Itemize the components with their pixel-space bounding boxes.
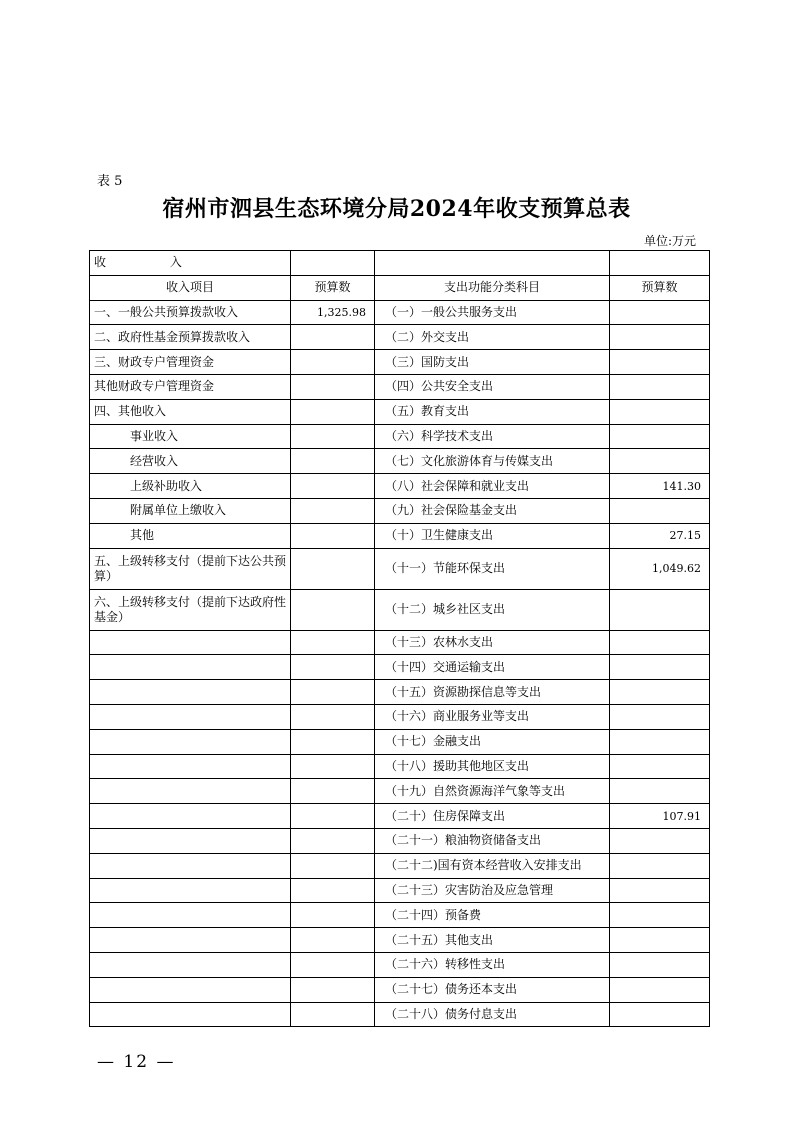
income-item-cell: 五、上级转移支付（提前下达公共预算） <box>90 548 291 589</box>
table-row <box>90 548 710 589</box>
income-item-cell <box>90 655 291 680</box>
table-row <box>90 424 710 449</box>
expense-budget-cell <box>610 424 710 449</box>
table-row <box>90 853 710 878</box>
expense-budget-cell <box>610 655 710 680</box>
table-row <box>90 903 710 928</box>
expense-budget-cell <box>610 589 710 630</box>
income-item-cell <box>90 779 291 804</box>
income-item-cell <box>90 754 291 779</box>
expense-budget-cell <box>610 498 710 523</box>
expense-item-cell: （九）社会保险基金支出 <box>375 498 610 523</box>
income-budget-cell <box>291 878 375 903</box>
expense-budget-cell <box>610 853 710 878</box>
expense-budget-cell <box>610 300 710 325</box>
table-row <box>90 449 710 474</box>
expense-item-cell: （十五）资源勘探信息等支出 <box>375 680 610 705</box>
income-budget-cell <box>291 903 375 928</box>
income-item-cell <box>90 952 291 977</box>
expense-item-cell: （十七）金融支出 <box>375 729 610 754</box>
expense-item-cell: （五）教育支出 <box>375 399 610 424</box>
group-header-blank <box>375 251 610 276</box>
income-budget-cell <box>291 704 375 729</box>
expense-budget-cell <box>610 680 710 705</box>
expense-budget-cell <box>610 374 710 399</box>
table-row <box>90 878 710 903</box>
income-budget-cell <box>291 350 375 375</box>
income-budget-cell <box>291 754 375 779</box>
table-row <box>90 1002 710 1027</box>
col-income-budget: 预算数 <box>291 275 375 300</box>
group-header-blank <box>291 251 375 276</box>
table-row <box>90 523 710 548</box>
expense-budget-cell <box>610 449 710 474</box>
expense-item-cell: （二十一）粮油物资储备支出 <box>375 828 610 853</box>
income-item-cell <box>90 630 291 655</box>
expense-budget-cell <box>610 630 710 655</box>
col-expense-budget: 预算数 <box>610 275 710 300</box>
expense-budget-cell: 1,049.62 <box>610 548 710 589</box>
income-budget-cell <box>291 928 375 953</box>
page-number: — 12 — <box>97 1052 176 1072</box>
income-item-cell <box>90 1002 291 1027</box>
table-row <box>90 399 710 424</box>
table-row <box>90 350 710 375</box>
income-item-cell <box>90 977 291 1002</box>
income-item-cell: 一、一般公共预算拨款收入 <box>90 300 291 325</box>
income-budget-cell <box>291 374 375 399</box>
income-budget-cell <box>291 474 375 499</box>
expense-budget-cell: 141.30 <box>610 474 710 499</box>
income-budget-cell <box>291 952 375 977</box>
income-budget-cell <box>291 729 375 754</box>
expense-item-cell: （二十三）灾害防治及应急管理 <box>375 878 610 903</box>
income-item-cell <box>90 729 291 754</box>
income-budget-cell <box>291 523 375 548</box>
income-budget-cell <box>291 399 375 424</box>
income-item-cell: 其他财政专户管理资金 <box>90 374 291 399</box>
group-header-row <box>90 251 710 276</box>
expense-item-cell: （二十）住房保障支出 <box>375 804 610 829</box>
income-item-cell: 经营收入 <box>90 449 291 474</box>
table-row <box>90 754 710 779</box>
expense-item-cell: （十）卫生健康支出 <box>375 523 610 548</box>
income-item-cell: 三、财政专户管理资金 <box>90 350 291 375</box>
table-row <box>90 498 710 523</box>
income-item-cell: 附属单位上缴收入 <box>90 498 291 523</box>
expense-budget-cell <box>610 399 710 424</box>
income-item-cell <box>90 804 291 829</box>
table-row <box>90 828 710 853</box>
table-row <box>90 589 710 630</box>
income-item-cell: 六、上级转移支付（提前下达政府性基金） <box>90 589 291 630</box>
expense-item-cell: （十六）商业服务业等支出 <box>375 704 610 729</box>
unit-label: 单位:万元 <box>643 234 696 248</box>
table-row <box>90 325 710 350</box>
income-item-cell <box>90 828 291 853</box>
expense-item-cell: （二十七）债务还本支出 <box>375 977 610 1002</box>
group-header-blank <box>610 251 710 276</box>
expense-budget-cell <box>610 1002 710 1027</box>
expense-budget-cell <box>610 779 710 804</box>
expense-budget-cell <box>610 878 710 903</box>
expense-item-cell: （十八）援助其他地区支出 <box>375 754 610 779</box>
table-row <box>90 655 710 680</box>
expense-item-cell: （十一）节能环保支出 <box>375 548 610 589</box>
income-budget-cell <box>291 424 375 449</box>
table-row <box>90 300 710 325</box>
expense-budget-cell: 107.91 <box>610 804 710 829</box>
income-budget-cell <box>291 853 375 878</box>
expense-budget-cell <box>610 729 710 754</box>
expense-item-cell: （二）外交支出 <box>375 325 610 350</box>
table-row <box>90 952 710 977</box>
income-budget-cell <box>291 548 375 589</box>
col-income-item: 收入项目 <box>90 275 291 300</box>
expense-item-cell: （二十二)国有资本经营收入安排支出 <box>375 853 610 878</box>
table-row <box>90 729 710 754</box>
income-item-cell <box>90 704 291 729</box>
table-row <box>90 680 710 705</box>
expense-item-cell: （十二）城乡社区支出 <box>375 589 610 630</box>
income-item-cell <box>90 853 291 878</box>
income-budget-cell <box>291 325 375 350</box>
expense-item-cell: （七）文化旅游体育与传媒支出 <box>375 449 610 474</box>
income-budget-cell: 1,325.98 <box>291 300 375 325</box>
expense-item-cell: （十九）自然资源海洋气象等支出 <box>375 779 610 804</box>
expense-item-cell: （八）社会保障和就业支出 <box>375 474 610 499</box>
expense-budget-cell <box>610 704 710 729</box>
expense-item-cell: （十三）农林水支出 <box>375 630 610 655</box>
expense-budget-cell <box>610 350 710 375</box>
income-budget-cell <box>291 589 375 630</box>
table-label: 表 5 <box>97 174 123 189</box>
table-row <box>90 474 710 499</box>
column-header-row <box>90 275 710 300</box>
income-item-cell <box>90 928 291 953</box>
income-item-cell: 四、其他收入 <box>90 399 291 424</box>
expense-budget-cell: 27.15 <box>610 523 710 548</box>
expense-item-cell: （二十四）预备费 <box>375 903 610 928</box>
expense-item-cell: （六）科学技术支出 <box>375 424 610 449</box>
income-budget-cell <box>291 779 375 804</box>
income-budget-cell <box>291 1002 375 1027</box>
expense-budget-cell <box>610 325 710 350</box>
expense-budget-cell <box>610 928 710 953</box>
income-item-cell <box>90 878 291 903</box>
expense-budget-cell <box>610 903 710 928</box>
expense-item-cell: （一）一般公共服务支出 <box>375 300 610 325</box>
income-item-cell <box>90 680 291 705</box>
table-row <box>90 374 710 399</box>
expense-budget-cell <box>610 828 710 853</box>
income-item-cell: 其他 <box>90 523 291 548</box>
budget-table <box>89 250 710 1027</box>
income-budget-cell <box>291 977 375 1002</box>
income-budget-cell <box>291 804 375 829</box>
income-budget-cell <box>291 655 375 680</box>
table-row <box>90 804 710 829</box>
income-budget-cell <box>291 630 375 655</box>
expense-item-cell: （四）公共安全支出 <box>375 374 610 399</box>
table-row <box>90 928 710 953</box>
income-budget-cell <box>291 449 375 474</box>
page-title: 宿州市泗县生态环境分局2024年收支预算总表 <box>162 196 631 222</box>
table-row <box>90 630 710 655</box>
income-item-cell: 事业收入 <box>90 424 291 449</box>
group-header-income: 收 入 <box>90 251 291 276</box>
income-item-cell <box>90 903 291 928</box>
income-item-cell: 上级补助收入 <box>90 474 291 499</box>
expense-item-cell: （二十八）债务付息支出 <box>375 1002 610 1027</box>
income-budget-cell <box>291 828 375 853</box>
expense-budget-cell <box>610 952 710 977</box>
col-expense-item: 支出功能分类科目 <box>375 275 610 300</box>
expense-item-cell: （二十六）转移性支出 <box>375 952 610 977</box>
table-row <box>90 779 710 804</box>
income-item-cell: 二、政府性基金预算拨款收入 <box>90 325 291 350</box>
table-row <box>90 977 710 1002</box>
expense-item-cell: （三）国防支出 <box>375 350 610 375</box>
expense-item-cell: （二十五）其他支出 <box>375 928 610 953</box>
expense-item-cell: （十四）交通运输支出 <box>375 655 610 680</box>
table-row <box>90 704 710 729</box>
expense-budget-cell <box>610 977 710 1002</box>
income-budget-cell <box>291 498 375 523</box>
income-budget-cell <box>291 680 375 705</box>
expense-budget-cell <box>610 754 710 779</box>
